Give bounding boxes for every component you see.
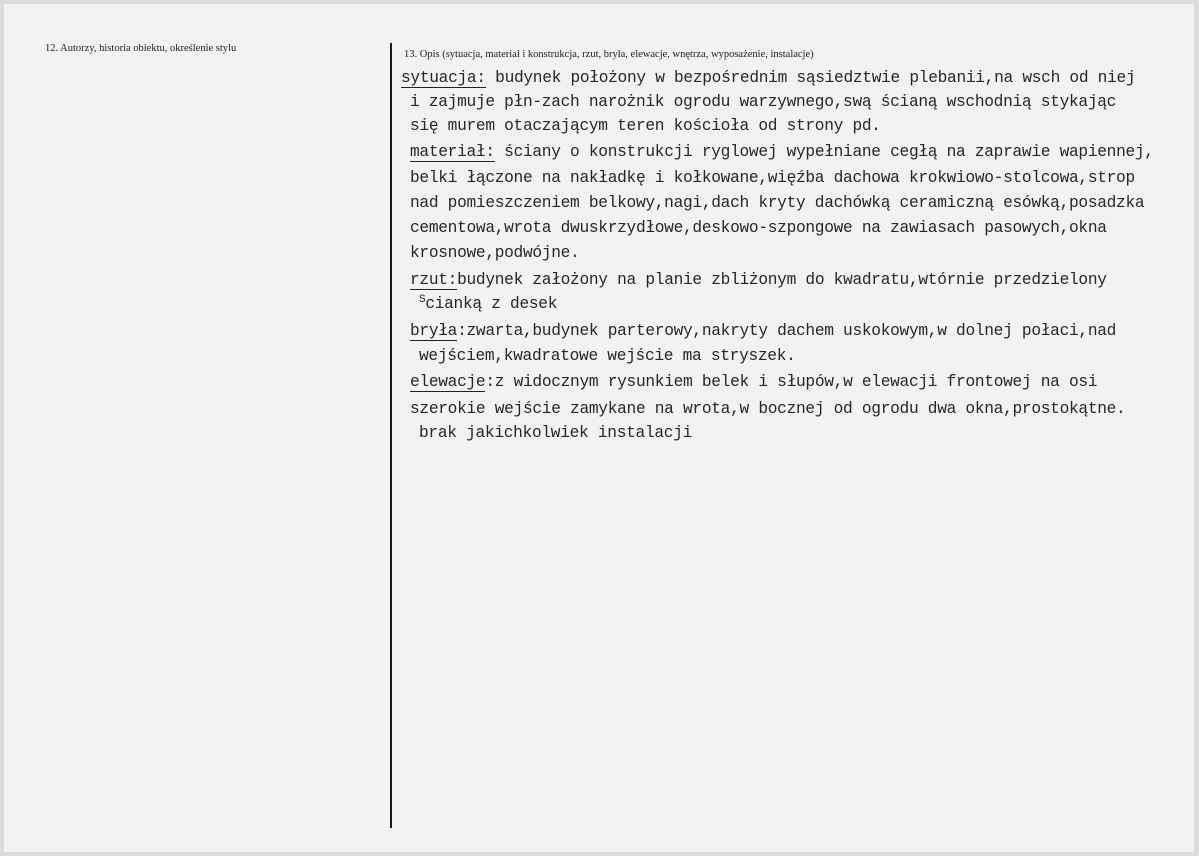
elevations-line-2: szerokie wejście zamykane na wrota,w bocznej od ogrodu dwa okna,prostokątne. xyxy=(410,400,1126,418)
situation-line-1 xyxy=(401,69,1135,87)
section-12-heading: 12. Autorzy, historia obiektu, określenie stylu xyxy=(45,43,237,54)
plan-label: rzut: xyxy=(410,271,458,289)
elevations-line-1 xyxy=(410,373,1097,391)
situation-text-1: budynek położony w bezpośrednim sąsiedztwie plebanii,na wsch od niej xyxy=(485,69,1136,87)
block-label: bryła xyxy=(410,322,458,340)
record-card xyxy=(3,3,1195,853)
plan-text-2: cianką z desek xyxy=(425,295,558,313)
situation-line-2: i zajmuje płn-zach narożnik ogrodu warzywnego,swą ścianą wschodnią stykając xyxy=(410,93,1117,111)
material-label: materiał: xyxy=(410,143,495,161)
plan-text-1: budynek założony na planie zbliżonym do kwadratu,wtórnie przedzielony xyxy=(457,271,1107,289)
plan-line-2 xyxy=(419,295,557,313)
elevations-text-1: :z widocznym rysunkiem belek i słupów,w elewacji frontowej na osi xyxy=(485,373,1098,391)
block-text-1: :zwarta,budynek parterowy,nakryty dachem uskokowym,w dolnej połaci,nad xyxy=(457,322,1117,340)
material-line-1 xyxy=(410,143,1154,161)
material-line-4: cementowa,wrota dwuskrzydłowe,deskowo-szpongowe na zawiasach pasowych,okna xyxy=(410,219,1107,237)
block-line-2: wejściem,kwadratowe wejście ma stryszek. xyxy=(419,347,796,365)
block-line-1 xyxy=(410,322,1116,340)
material-line-5: krosnowe,podwójne. xyxy=(410,244,580,262)
situation-line-3: się murem otaczającym teren kościoła od strony pd. xyxy=(410,117,881,135)
section-13-heading: 13. Opis (sytuacja, materiał i konstrukcja, rzut, bryła, elewacje, wnętrza, wyposażenie, instalacje) xyxy=(404,49,814,60)
material-line-3: nad pomieszczeniem belkowy,nagi,dach kryty dachówką ceramiczną esówką,posadzka xyxy=(410,194,1145,212)
plan-superscript: S xyxy=(419,294,426,306)
installations-line: brak jakichkolwiek instalacji xyxy=(419,424,693,442)
elevations-label: elewacje xyxy=(410,373,486,391)
column-divider xyxy=(390,43,392,828)
material-text-1: ściany o konstrukcji ryglowej wypełniane cegłą na zaprawie wapiennej, xyxy=(494,143,1154,161)
material-line-2: belki łączone na nakładkę i kołkowane,więźba dachowa krokwiowo-stolcowa,strop xyxy=(410,169,1135,187)
situation-label: sytuacja: xyxy=(401,69,486,87)
plan-line-1 xyxy=(410,271,1107,289)
